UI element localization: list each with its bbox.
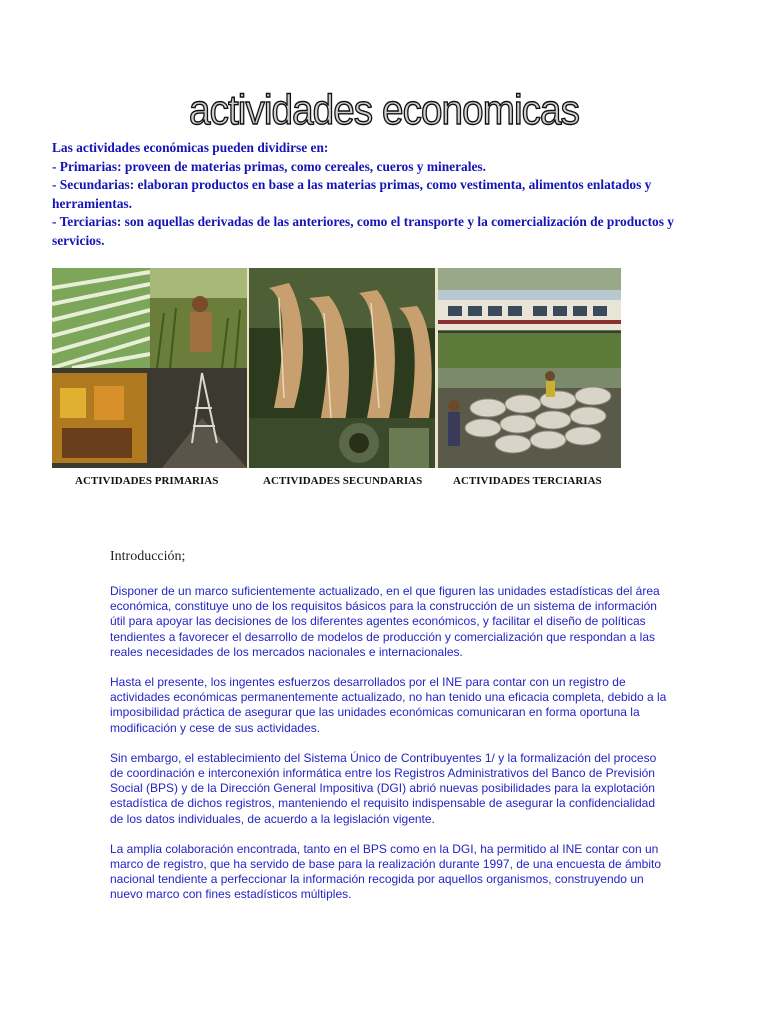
paragraph: Sin embargo, el establecimiento del Sistema Único de Contribuyentes 1/ y la formalización del proceso de coordinación e interconexión informática entre los Registros Administrativos del Banco de Previsión Social (BPS) y de la Dirección General Impositiva (DGI) abrió nuevas posibilidades para la explotación estadística de dichos registros, manteniendo el requisito indispensable de asegurar la confidencialidad de los datos individuales, de acuerdo a la legislación vigente. <box>110 750 657 826</box>
photo-captions <box>52 468 621 494</box>
caption-secondary: ACTIVIDADES SECUNDARIAS <box>263 475 423 487</box>
paragraph: La amplia colaboración encontrada, tanto en el BPS como en la DGI, ha permitido al INE contar con un marco de registro, que ha servido de base para la realización durante 1997, de una encuesta de ámbito nacional tendiente a perfeccionar la información recogida por aquellos organismos, construyendo un nuevo marco con fines estadísticos múltiples. <box>110 841 662 902</box>
secondary-activities-photo <box>249 268 435 468</box>
paragraph: Hasta el presente, los ingentes esfuerzos desarrollados por el INE para contar con un registro de actividades económicas permanentemente actualizado, no han tenido una eficacia completa, debido a la imposibilidad práctica de asegurar que las unidades económicas comunicaran en forma oportuna la modificación y cese de sus actividades. <box>110 675 667 735</box>
tertiary-activities-photo <box>438 268 621 468</box>
caption-tertiary: ACTIVIDADES TERCIARIAS <box>453 475 602 487</box>
secondary-activities-image <box>249 268 435 468</box>
activities-photo-collage <box>52 268 621 468</box>
summary-line-secondary: - Secundarias: elaboran productos en base a las materias primas, como vestimenta, alimentos enlatados y herramientas. <box>52 177 652 211</box>
primary-activities-image <box>52 268 247 468</box>
introduction-body <box>110 584 670 918</box>
caption-primary: ACTIVIDADES PRIMARIAS <box>75 475 219 487</box>
summary-line-tertiary: - Terciarias: son aquellas derivadas de las anteriores, como el transporte y la comercialización de productos y servicios. <box>52 214 674 248</box>
page-title: actividades economicas <box>189 86 579 133</box>
introduction-heading: Introducción; <box>110 549 186 564</box>
tertiary-activities-image <box>438 268 621 468</box>
activities-summary <box>52 139 717 250</box>
summary-line-primary: - Primarias: proveen de materias primas, como cereales, cueros y minerales. <box>52 158 486 174</box>
summary-line: Las actividades económicas pueden dividirse en: <box>52 140 329 155</box>
paragraph: Disponer de un marco suficientemente actualizado, en el que figuren las unidades estadísticas del área económica, constituye uno de los requisitos básicos para la construcción de un sistema de información útil para apoyar las decisiones de los diferentes agentes económicos, y facilitar el diseño de políticas tendientes a favorecer el desarrollo de modelos de producción y comercialización que respondan a las reales necesidades de los mercados nacionales e internacionales. <box>110 584 660 659</box>
primary-activities-photo <box>52 268 247 468</box>
